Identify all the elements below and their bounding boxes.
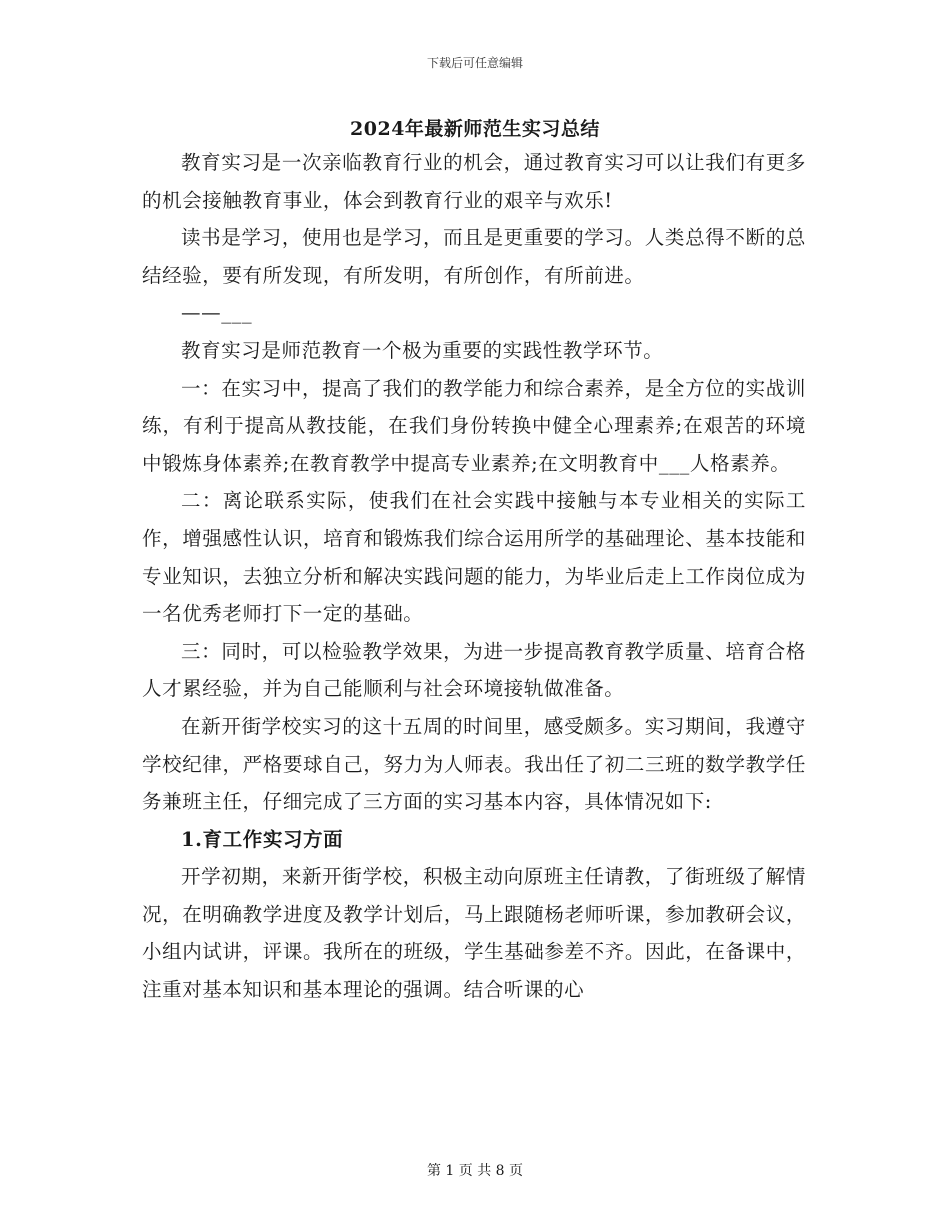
document-title: 2024年最新师范生实习总结 — [350, 118, 600, 140]
document-body — [142, 144, 806, 1009]
paragraph-intro: 教育实习是一次亲临教育行业的机会，通过教育实习可以让我们有更多的机会接触教育事业，体会到教育行业的艰辛与欢乐! — [142, 151, 806, 212]
page-footer-page-number: 第 1 页 共 8 页 — [426, 1163, 524, 1179]
paragraph-point-one: 一：在实习中，提高了我们的教学能力和综合素养，是全方位的实战训练，有利于提高从教技能，在我们身份转换中健全心理素养;在艰苦的环境中锻炼身体素养;在教育教学中提高专业素养;在文明教育中___人格素养。 — [142, 376, 806, 475]
paragraph-point-three: 三：同时，可以检验教学效果，为进一步提高教育教学质量、培育合格人才累经验，并为自己能顺利与社会环境接轨做准备。 — [142, 639, 806, 701]
paragraph-quote-attribution: ——___ — [181, 301, 253, 325]
paragraph-quote: 读书是学习，使用也是学习，而且是更重要的学习。人类总得不断的总结经验，要有所发现，有所发明，有所创作，有所前进。 — [142, 226, 806, 287]
paragraph-point-two: 二：离论联系实际，使我们在社会实践中接触与本专业相关的实际工作，增强感性认识，培育和锻炼我们综合运用所学的基础理论、基本技能和专业知识，去独立分析和解决实践问题的能力，为毕业后走上工作岗位成为一名优秀老师打下一定的基础。 — [142, 489, 806, 626]
paragraph-internship-overview: 在新开街学校实习的这十五周的时间里，感受颇多。实习期间，我遵守学校纪律，严格要球自己，努力为人师表。我出任了初二三班的数学教学任务兼班主任，仔细完成了三方面的实习基本内容，具体情况如下: — [142, 714, 806, 814]
page-header-note: 下载后可任意编辑 — [426, 56, 523, 70]
paragraph-practice-importance: 教育实习是师范教育一个极为重要的实践性教学环节。 — [181, 338, 664, 362]
section-heading-teaching-work: 1.育工作实习方面 — [181, 827, 344, 851]
paragraph-teaching-work: 开学初期，来新开街学校，积极主动向原班主任请教，了街班级了解情况，在明确教学进度及教学计划后，马上跟随杨老师听课，参加教研会议，小组内试讲，评课。我所在的班级，学生基础参差不齐。因此，在备课中，注重对基本知识和基本理论的强调。结合听课的心 — [142, 865, 806, 1002]
